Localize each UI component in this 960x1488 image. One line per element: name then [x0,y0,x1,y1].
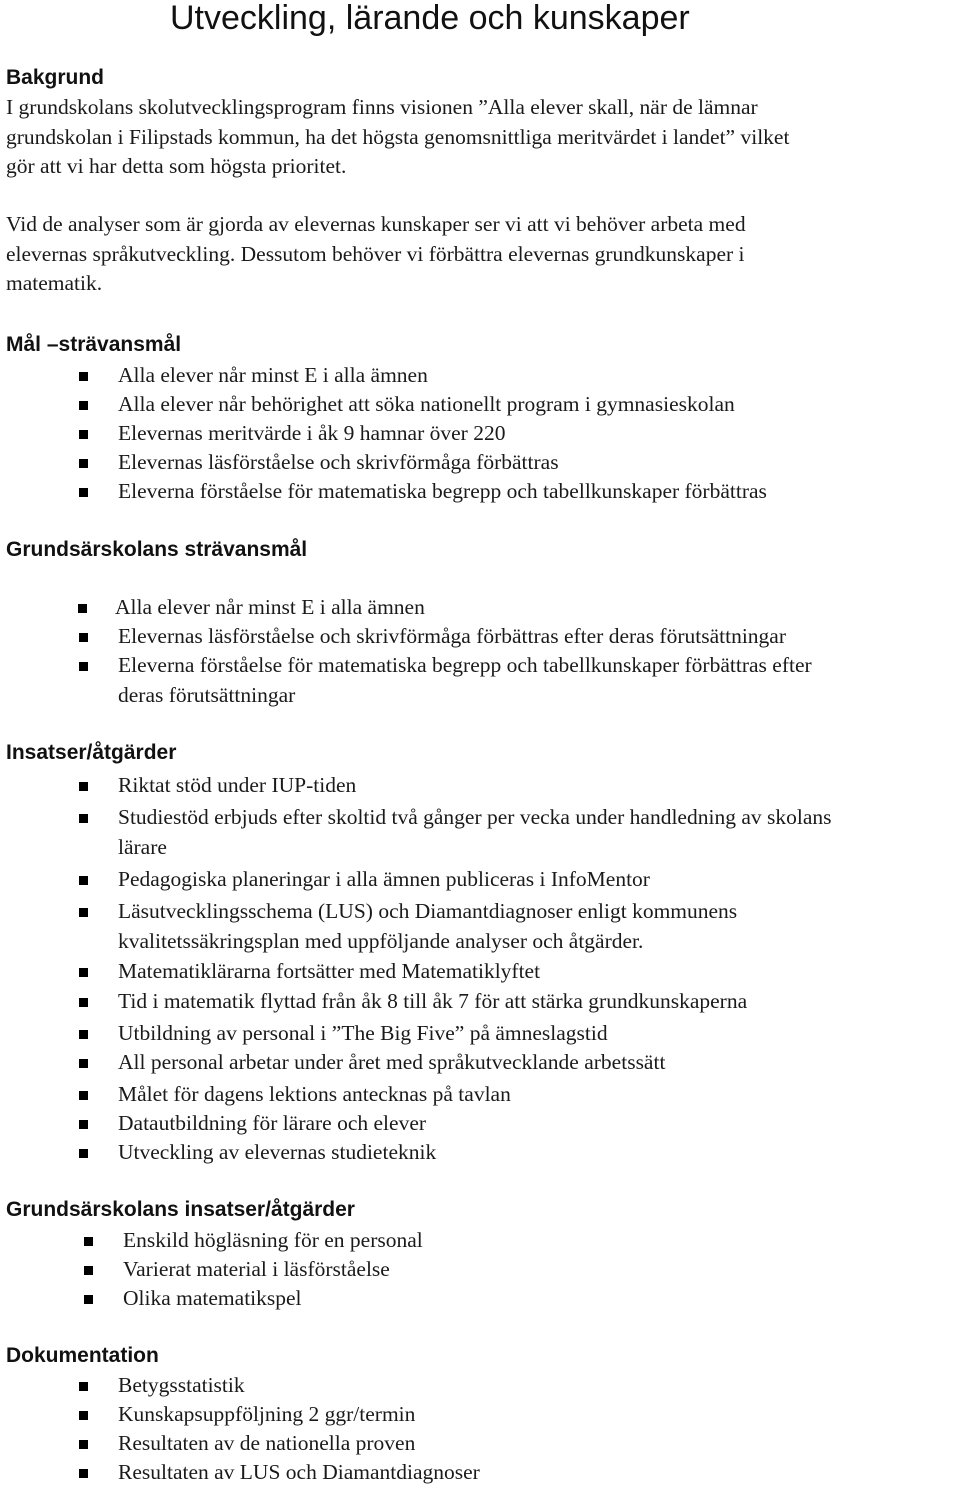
paragraph-line: Vid de analyser som är gjorda av elevernas kunskaper ser vi att vi behöver arbeta med [6,212,746,236]
bullet-icon [79,876,88,885]
list-item-text: Enskild högläsning för en personal [123,1228,423,1252]
bullet-icon [79,1382,88,1391]
bullet-icon [84,1295,93,1304]
list-item-text: Alla elever når minst E i alla ämnen [115,595,425,619]
paragraph-line: grundskolan i Filipstads kommun, ha det högsta genomsnittliga meritvärdet i landet” vilket [6,124,790,149]
bullet-icon [79,401,88,410]
list-item-text: Tid i matematik flyttad från åk 8 till åk 7 för att stärka grundkunskaperna [118,989,748,1013]
bullet-icon [79,1059,88,1068]
page-title: Utveckling, lärande och kunskaper [170,0,690,37]
bullet-icon [79,1120,88,1129]
paragraph-line: gör att vi har detta som högsta prioritet. [6,154,347,178]
paragraph-line: I grundskolans skolutvecklingsprogram finns visionen ”Alla elever skall, när de lämnar [6,95,758,119]
bullet-icon [79,1030,88,1039]
bullet-icon [79,459,88,468]
list-item-text: Studiestöd erbjuds efter skoltid två gånger per vecka under handledning av skolans [118,805,832,829]
bullet-icon [78,604,87,613]
list-item-text: lärare [118,834,167,859]
bullet-icon [79,633,88,642]
bullet-icon [79,430,88,439]
bullet-icon [79,662,88,671]
list-item-text: Betygsstatistik [118,1373,245,1397]
list-item-text: Datautbildning för lärare och elever [118,1111,427,1135]
list-item-text: Elevernas läsförståelse och skrivförmåga förbättras efter deras förutsättningar [118,624,787,648]
bullet-icon [79,1469,88,1478]
list-item-text: Olika matematikspel [123,1286,302,1310]
section-heading-grundsar-insatser: Grundsärskolans insatser/åtgärder [6,1198,355,1221]
paragraph-line: matematik. [6,271,103,295]
bullet-icon [79,968,88,977]
list-item-text: Utbildning av personal i ”The Big Five” på ämneslagstid [118,1021,608,1045]
bullet-icon [79,998,88,1007]
bullet-icon [79,908,88,917]
paragraph-line: elevernas språkutveckling. Dessutom behöver vi förbättra elevernas grundkunskaper i [6,241,745,266]
list-item-text: Utveckling av elevernas studieteknik [118,1140,437,1164]
list-item-text: deras förutsättningar [118,682,296,707]
bullet-icon [79,488,88,497]
bullet-icon [79,1091,88,1100]
list-item-text: kvalitetssäkringsplan med uppföljande analyser och åtgärder. [118,928,644,953]
bullet-icon [84,1266,93,1275]
list-item-text: Matematiklärarna fortsätter med Matematiklyftet [118,959,541,983]
section-heading-dokumentation: Dokumentation [6,1344,159,1367]
bullet-icon [84,1237,93,1246]
bakgrund-paragraph-2 [6,210,746,299]
bullet-icon [79,1149,88,1158]
list-item-text: Resultaten av LUS och Diamantdiagnoser [118,1460,480,1484]
list-item-text: Riktat stöd under IUP-tiden [118,773,357,797]
list-item-text: Eleverna förståelse för matematiska begrepp och tabellkunskaper förbättras efter [118,653,812,677]
list-item-text: Eleverna förståelse för matematiska begrepp och tabellkunskaper förbättras [118,479,767,503]
list-item-text: Varierat material i läsförståelse [123,1257,390,1281]
list-item-text: Pedagogiska planeringar i alla ämnen publiceras i InfoMentor [118,867,650,891]
list-item-text: Alla elever når behörighet att söka nationellt program i gymnasieskolan [118,392,735,416]
bakgrund-paragraph-1 [6,93,789,182]
section-heading-insatser: Insatser/åtgärder [6,741,177,764]
bullet-icon [79,372,88,381]
section-heading-bakgrund: Bakgrund [6,66,105,89]
list-item-text: Läsutvecklingsschema (LUS) och Diamantdiagnoser enligt kommunens [118,899,738,923]
list-item-text: Målet för dagens lektions antecknas på tavlan [118,1082,511,1106]
list-item-text: Alla elever når minst E i alla ämnen [118,363,428,387]
bullet-icon [79,1411,88,1420]
bullet-icon [79,782,88,791]
list-item-text: Elevernas meritvärde i åk 9 hamnar över 220 [118,421,506,445]
section-heading-mal: Mål –strävansmål [6,333,182,356]
list-item-text: Kunskapsuppföljning 2 ggr/termin [118,1402,416,1426]
list-item-text: Elevernas läsförståelse och skrivförmåga förbättras [118,450,559,474]
bullet-icon [79,1440,88,1449]
list-item-text: All personal arbetar under året med språkutvecklande arbetssätt [118,1050,666,1074]
list-item-text: Resultaten av de nationella proven [118,1431,416,1455]
section-heading-grundsar-mal: Grundsärskolans strävansmål [6,538,308,561]
bullet-icon [79,814,88,823]
